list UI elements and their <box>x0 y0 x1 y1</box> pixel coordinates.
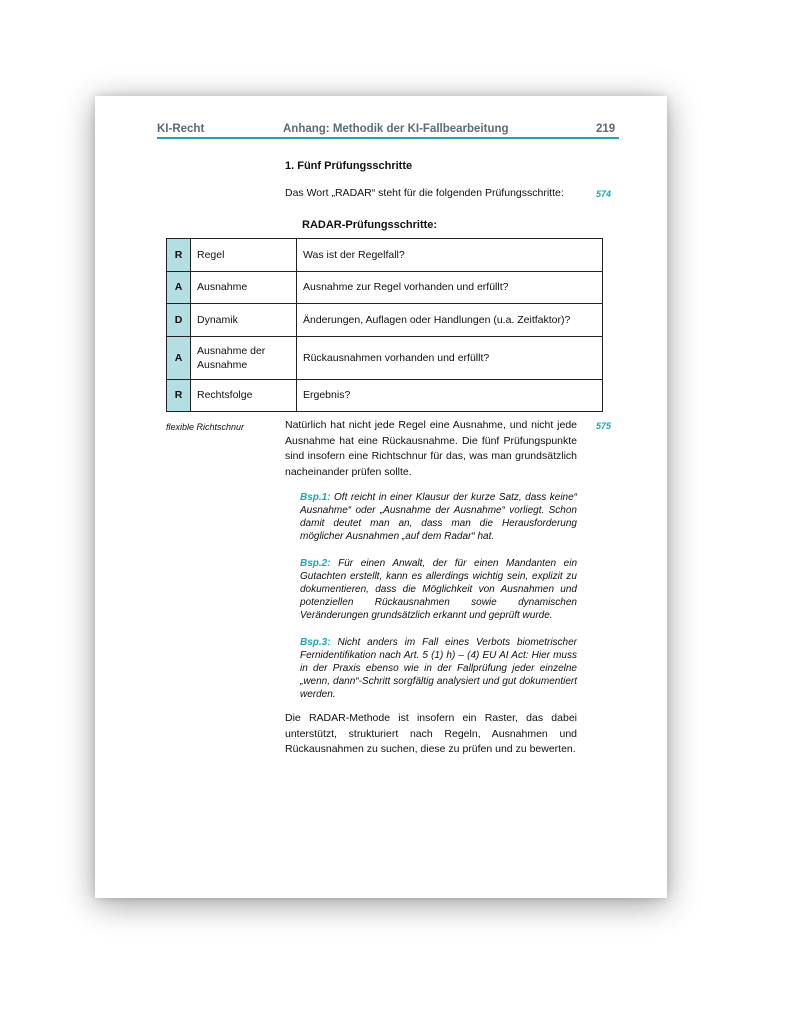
row-term: Rechtsfolge <box>191 380 297 412</box>
row-term: Dynamik <box>191 304 297 337</box>
example-3 <box>300 636 577 701</box>
margin-number-574: 574 <box>596 189 612 199</box>
running-header-left: KI-Recht <box>157 123 205 135</box>
paragraph-2: Die RADAR-Methode ist insofern ein Raster, das dabei unterstützt, strukturiert nach Regeln, Ausnahmen und Rückausnahmen zu suchen, diese zu prüfen und zu bewerten. <box>285 712 577 755</box>
margin-number-575: 575 <box>596 421 612 431</box>
table-row <box>167 304 603 337</box>
row-letter: A <box>167 337 191 380</box>
row-letter: R <box>167 380 191 412</box>
row-letter: R <box>167 239 191 272</box>
section-heading: 1. Fünf Prüfungsschritte <box>285 160 413 172</box>
table-row <box>167 337 603 380</box>
page-number: 219 <box>596 123 616 135</box>
intro-text: Das Wort „RADAR“ steht für die folgenden Prüfungsschritte: <box>285 187 564 199</box>
side-note: flexible Richtschnur <box>166 422 245 432</box>
row-term: Regel <box>191 239 297 272</box>
row-question: Rückausnahmen vorhanden und erfüllt? <box>297 337 603 380</box>
row-question: Was ist der Regelfall? <box>297 239 603 272</box>
table-row <box>167 380 603 412</box>
row-question: Änderungen, Auflagen oder Handlungen (u.a. Zeitfaktor)? <box>297 304 603 337</box>
row-letter: D <box>167 304 191 337</box>
paragraph-1: Natürlich hat nicht jede Regel eine Ausnahme, und nicht jede Ausnahme hat eine Rückausnahme. Die fünf Prüfungspunkte sind insofern eine Richtschnur für das, was man grundsätzlich nacheinander prüfen sollte. <box>285 419 577 478</box>
example-label: Bsp.3: <box>300 637 331 648</box>
table-row <box>167 272 603 304</box>
example-label: Bsp.1: <box>300 492 331 503</box>
running-header-title: Anhang: Methodik der KI-Fallbearbeitung <box>283 123 509 135</box>
example-text: Für einen Anwalt, der für einen Mandanten ein Gutachten erstellt, kann es allerdings wichtig sein, explizit zu dokumentieren, dass die Möglichkeit von Ausnahmen und potenziellen Rückausnahmen sowie dynamischen Veränderungen grundsätzlich erkannt und geprüft wurde. <box>300 558 578 621</box>
example-label: Bsp.2: <box>300 558 331 569</box>
row-question: Ergebnis? <box>297 380 603 412</box>
row-term: Ausnahme <box>191 272 297 304</box>
row-letter: A <box>167 272 191 304</box>
row-question: Ausnahme zur Regel vorhanden und erfüllt? <box>297 272 603 304</box>
example-text: Oft reicht in einer Klausur der kurze Satz, dass keine“ Ausnahme“ oder „Ausnahme der Ausnahme“ vorliegt. Schon damit deutet man an, dass man die Herausforderung möglicher Ausnahmen „auf dem Radar“ hat. <box>300 492 577 542</box>
radar-table <box>166 238 603 412</box>
example-1 <box>300 491 577 543</box>
row-term: Ausnahme der Ausnahme <box>191 337 297 380</box>
table-row <box>167 239 603 272</box>
header-rule <box>157 137 619 139</box>
example-text: Nicht anders im Fall eines Verbots biometrischer Fernidentifikation nach Art. 5 (1) h) – (4) EU AI Act: Hier muss in der Praxis ebenso wie in der Fallprüfung jeder einzelne „wenn, dann“-Schritt sorgfältig analysiert und gut dokumentiert werden. <box>300 637 577 700</box>
table-title: RADAR-Prüfungsschritte: <box>302 219 438 231</box>
example-2 <box>300 557 577 622</box>
